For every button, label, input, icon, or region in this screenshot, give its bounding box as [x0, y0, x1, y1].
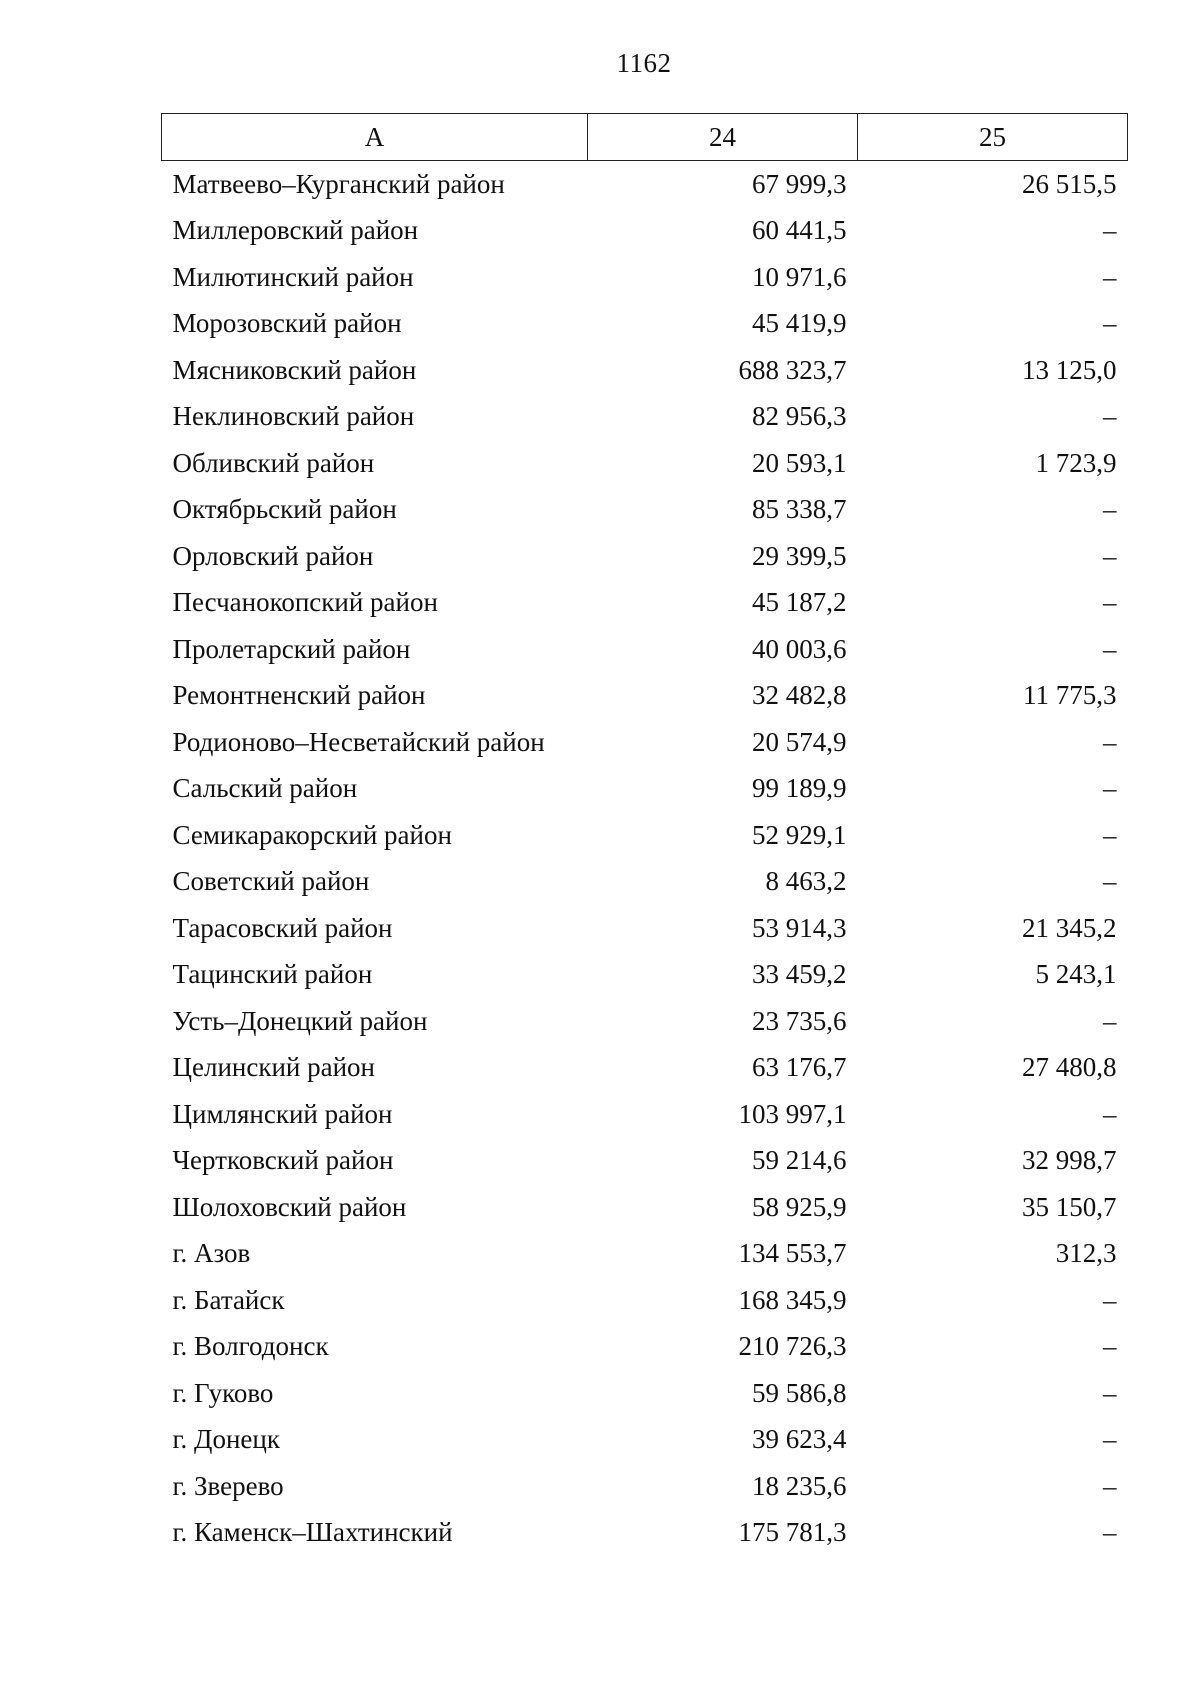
- table-row: [162, 208, 1128, 255]
- row-value-25-cell: –: [1103, 1331, 1117, 1362]
- table-row: [162, 394, 1128, 441]
- row-name-cell: Сальский район: [172, 773, 358, 804]
- row-value-25-cell: –: [1103, 773, 1117, 804]
- row-name-cell: г. Батайск: [172, 1284, 285, 1315]
- row-value-25-cell: 27 480,8: [1022, 1052, 1117, 1083]
- row-value-24-cell: 20 593,1: [752, 447, 847, 478]
- table-row: [162, 161, 1128, 208]
- row-value-24-cell: 210 726,3: [738, 1331, 847, 1362]
- table-row: [162, 1324, 1128, 1371]
- table-row: [162, 766, 1128, 813]
- page-number: 1162: [616, 48, 672, 78]
- row-value-25-cell: 32 998,7: [1022, 1145, 1117, 1176]
- row-value-24-cell: 53 914,3: [752, 912, 847, 943]
- row-value-24-cell: 60 441,5: [752, 215, 847, 246]
- row-name-cell: Обливский район: [172, 447, 375, 478]
- row-name-cell: Советский район: [172, 866, 370, 897]
- table-row: [162, 440, 1128, 487]
- table-row: [162, 998, 1128, 1045]
- table-row: [162, 673, 1128, 720]
- row-value-24-cell: 39 623,4: [752, 1424, 847, 1455]
- row-value-25-cell: –: [1103, 261, 1117, 292]
- table-row: [162, 1510, 1128, 1557]
- row-value-24-cell: 175 781,3: [738, 1517, 847, 1548]
- row-name-cell: г. Каменск–Шахтинский: [172, 1517, 453, 1548]
- row-value-24-cell: 99 189,9: [752, 773, 847, 804]
- row-value-24-cell: 63 176,7: [752, 1052, 847, 1083]
- row-value-24-cell: 10 971,6: [752, 261, 847, 292]
- row-value-24-cell: 103 997,1: [738, 1098, 847, 1129]
- row-name-cell: г. Донецк: [172, 1424, 280, 1455]
- row-value-25-cell: –: [1103, 540, 1117, 571]
- header-row: [162, 114, 1128, 161]
- row-value-25-cell: 21 345,2: [1022, 912, 1117, 943]
- row-value-25-cell: –: [1103, 1005, 1117, 1036]
- table-row: [162, 1091, 1128, 1138]
- row-name-cell: Тарасовский район: [172, 912, 393, 943]
- row-value-24-cell: 8 463,2: [765, 866, 847, 897]
- row-value-25-cell: –: [1103, 1470, 1117, 1501]
- table-header: [162, 114, 1128, 161]
- table-row: [162, 626, 1128, 673]
- row-value-24-cell: 33 459,2: [752, 959, 847, 990]
- row-value-24-cell: 168 345,9: [738, 1284, 847, 1315]
- table-row: [162, 1138, 1128, 1185]
- row-value-25-cell: –: [1103, 1098, 1117, 1129]
- row-value-25-cell: 312,3: [1055, 1238, 1117, 1269]
- row-value-24-cell: 45 187,2: [752, 587, 847, 618]
- row-value-24-cell: 45 419,9: [752, 308, 847, 339]
- row-name-cell: Матвеево–Курганский район: [172, 168, 505, 199]
- row-value-24-cell: 20 574,9: [752, 726, 847, 757]
- row-value-24-cell: 52 929,1: [752, 819, 847, 850]
- table-row: [162, 952, 1128, 999]
- row-name-cell: Ремонтненский район: [172, 680, 426, 711]
- row-name-cell: Миллеровский район: [172, 215, 419, 246]
- row-value-24-cell: 59 586,8: [752, 1377, 847, 1408]
- budget-table: [161, 113, 1128, 1556]
- row-value-25-cell: –: [1103, 587, 1117, 618]
- table-row: [162, 1045, 1128, 1092]
- row-name-cell: Неклиновский район: [172, 401, 415, 432]
- row-value-25-cell: –: [1103, 401, 1117, 432]
- table-row: [162, 1370, 1128, 1417]
- table-row: [162, 347, 1128, 394]
- row-value-24-cell: 23 735,6: [752, 1005, 847, 1036]
- table-row: [162, 1277, 1128, 1324]
- row-value-24-cell: 32 482,8: [752, 680, 847, 711]
- table-row: [162, 580, 1128, 627]
- row-value-25-cell: –: [1103, 866, 1117, 897]
- row-value-25-cell: 11 775,3: [1023, 680, 1117, 711]
- row-name-cell: г. Гуково: [172, 1377, 274, 1408]
- table-row: [162, 1463, 1128, 1510]
- row-name-cell: Родионово–Несветайский район: [172, 726, 545, 757]
- row-value-24-cell: 688 323,7: [738, 354, 847, 385]
- row-value-25-cell: –: [1103, 726, 1117, 757]
- row-value-25-cell: –: [1103, 1284, 1117, 1315]
- row-value-25-cell: 26 515,5: [1022, 168, 1117, 199]
- row-name-cell: г. Азов: [172, 1238, 251, 1269]
- row-value-24-cell: 18 235,6: [752, 1470, 847, 1501]
- row-value-25-cell: –: [1103, 215, 1117, 246]
- row-name-cell: Шолоховский район: [172, 1191, 407, 1222]
- row-value-25-cell: –: [1103, 1424, 1117, 1455]
- header-cell-25: 25: [858, 114, 1128, 161]
- row-value-24-cell: 134 553,7: [738, 1238, 847, 1269]
- row-name-cell: Усть–Донецкий район: [172, 1005, 428, 1036]
- table-row: [162, 859, 1128, 906]
- row-name-cell: Чертковский район: [172, 1145, 394, 1176]
- header-cell-24: 24: [588, 114, 858, 161]
- table-row: [162, 487, 1128, 534]
- row-value-24-cell: 29 399,5: [752, 540, 847, 571]
- row-value-24-cell: 82 956,3: [752, 401, 847, 432]
- table-row: [162, 301, 1128, 348]
- row-value-25-cell: –: [1103, 1377, 1117, 1408]
- row-value-25-cell: 35 150,7: [1022, 1191, 1117, 1222]
- table-row: [162, 1184, 1128, 1231]
- row-name-cell: Тацинский район: [172, 959, 373, 990]
- row-value-25-cell: 13 125,0: [1022, 354, 1117, 385]
- table-row: [162, 533, 1128, 580]
- row-name-cell: г. Волгодонск: [172, 1331, 329, 1362]
- row-value-24-cell: 40 003,6: [752, 633, 847, 664]
- row-value-25-cell: 5 243,1: [1035, 959, 1117, 990]
- row-value-24-cell: 85 338,7: [752, 494, 847, 525]
- row-name-cell: Целинский район: [172, 1052, 375, 1083]
- table-row: [162, 812, 1128, 859]
- row-value-25-cell: –: [1103, 494, 1117, 525]
- row-value-24-cell: 59 214,6: [752, 1145, 847, 1176]
- row-name-cell: Милютинский район: [172, 261, 414, 292]
- row-name-cell: Мясниковский район: [172, 354, 417, 385]
- table-row: [162, 905, 1128, 952]
- row-value-24-cell: 67 999,3: [752, 168, 847, 199]
- table-row: [162, 1417, 1128, 1464]
- table-row: [162, 254, 1128, 301]
- row-value-25-cell: –: [1103, 1517, 1117, 1548]
- row-name-cell: г. Зверево: [172, 1470, 284, 1501]
- table-row: [162, 719, 1128, 766]
- row-value-25-cell: –: [1103, 819, 1117, 850]
- row-name-cell: Морозовский район: [172, 308, 402, 339]
- row-value-24-cell: 58 925,9: [752, 1191, 847, 1222]
- row-name-cell: Песчанокопский район: [172, 587, 438, 618]
- row-value-25-cell: 1 723,9: [1035, 447, 1117, 478]
- header-cell-name: А: [162, 114, 588, 161]
- row-value-25-cell: –: [1103, 633, 1117, 664]
- table-row: [162, 1231, 1128, 1278]
- row-name-cell: Октябрьский район: [172, 494, 397, 525]
- table-body: [162, 161, 1128, 1557]
- row-name-cell: Орловский район: [172, 540, 374, 571]
- row-name-cell: Семикаракорский район: [172, 819, 452, 850]
- row-name-cell: Пролетарский район: [172, 633, 411, 664]
- row-name-cell: Цимлянский район: [172, 1098, 393, 1129]
- row-value-25-cell: –: [1103, 308, 1117, 339]
